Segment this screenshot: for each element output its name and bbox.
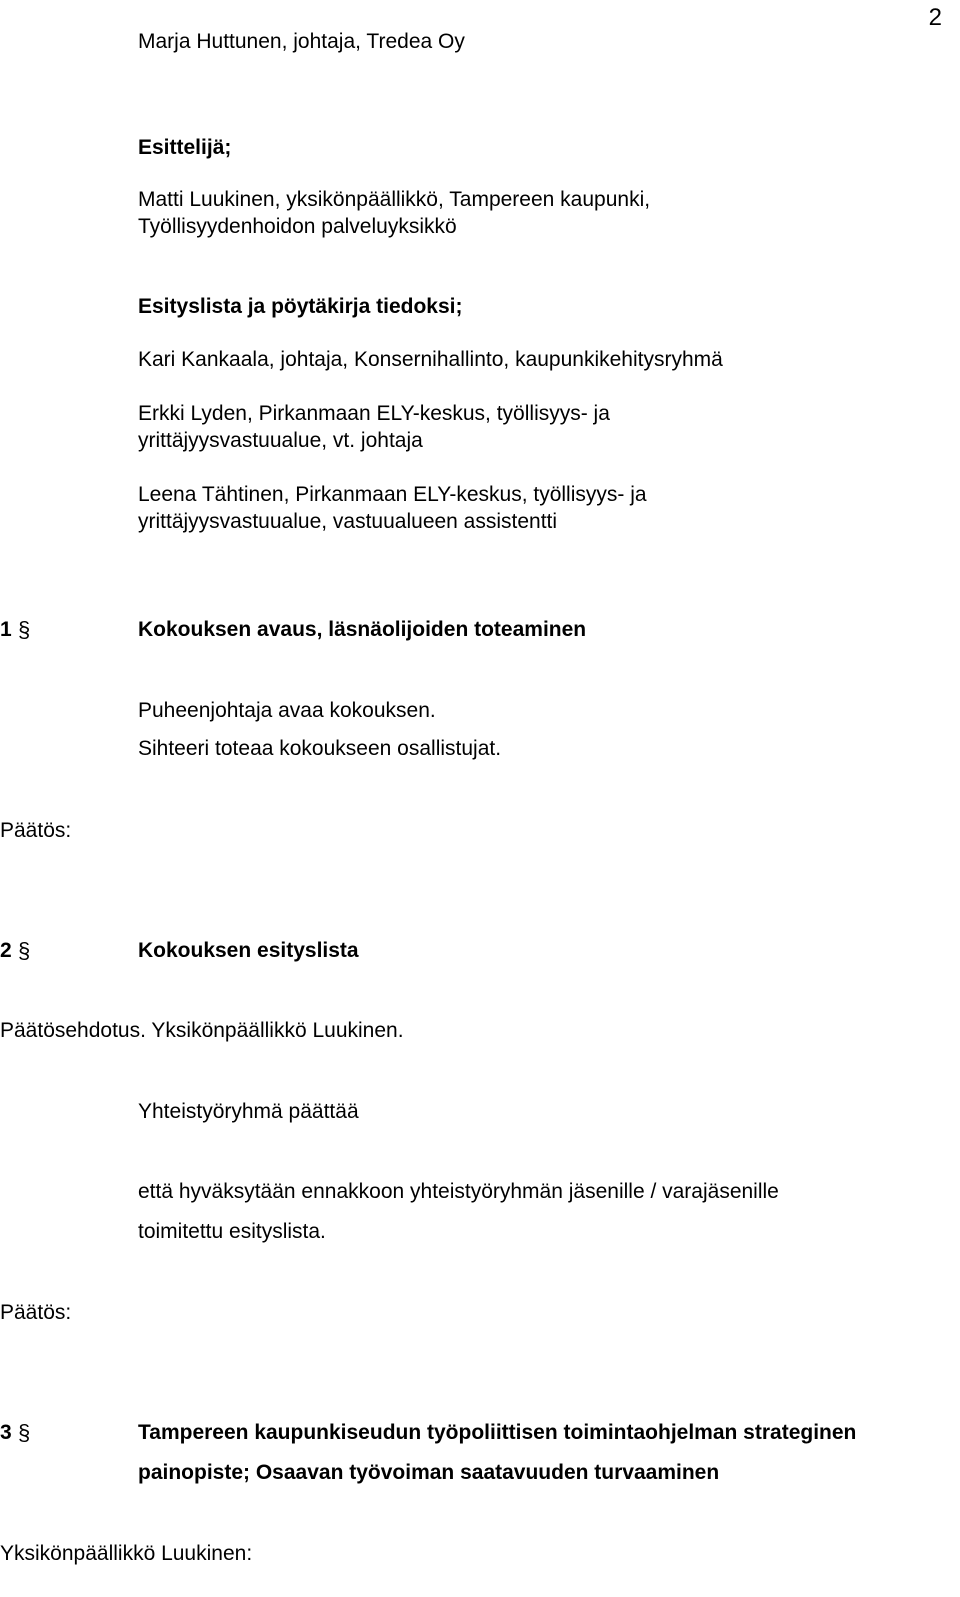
info-copies-heading: Esityslista ja pöytäkirja tiedoksi; (138, 295, 463, 318)
presenter-line-2: Työllisyydenhoidon palveluyksikkö (138, 215, 457, 238)
item-number: 1 (0, 618, 12, 641)
presenter-heading: Esittelijä; (138, 136, 232, 159)
presenter-line-1: Matti Luukinen, yksikönpäällikkö, Tampereen kaupunki, (138, 188, 651, 211)
item-1-text-1: Puheenjohtaja avaa kokouksen. (138, 699, 436, 722)
item-2-text-2-line-1: että hyväksytään ennakkoon yhteistyöryhmän jäsenille / varajäsenille (138, 1180, 779, 1203)
section-sign: § (18, 938, 31, 963)
item-2-text-1: Yhteistyöryhmä päättää (138, 1100, 359, 1123)
page-number: 2 (928, 4, 942, 31)
item-number: 3 (0, 1421, 12, 1444)
section-sign: § (18, 617, 31, 642)
item-number: 2 (0, 939, 12, 962)
item-1-decision: Päätös: (0, 819, 72, 842)
item-2-number (0, 938, 30, 964)
info-person-2-line-2: yrittäjyysvastuualue, vt. johtaja (138, 429, 423, 452)
item-3-title-line-1: Tampereen kaupunkiseudun työpoliittisen toimintaohjelman strateginen (138, 1421, 857, 1444)
item-1-title: Kokouksen avaus, läsnäolijoiden toteaminen (138, 618, 587, 641)
item-3-title-line-2: painopiste; Osaavan työvoiman saatavuuden turvaaminen (138, 1461, 720, 1484)
item-3-presenter: Yksikönpäällikkö Luukinen: (0, 1542, 253, 1565)
section-sign: § (18, 1420, 31, 1445)
item-2-title: Kokouksen esityslista (138, 939, 359, 962)
info-person-3-line-1: Leena Tähtinen, Pirkanmaan ELY-keskus, työllisyys- ja (138, 483, 647, 506)
item-1-number (0, 617, 30, 643)
info-person-1: Kari Kankaala, johtaja, Konsernihallinto, kaupunkikehitysryhmä (138, 348, 723, 371)
info-person-3-line-2: yrittäjyysvastuualue, vastuualueen assistentti (138, 510, 558, 533)
item-2-text-2-line-2: toimitettu esityslista. (138, 1220, 326, 1243)
attendee-line: Marja Huttunen, johtaja, Tredea Oy (138, 30, 465, 53)
item-2-proposal: Päätösehdotus. Yksikönpäällikkö Luukinen. (0, 1019, 404, 1042)
info-person-2-line-1: Erkki Lyden, Pirkanmaan ELY-keskus, työllisyys- ja (138, 402, 610, 425)
item-2-decision: Päätös: (0, 1301, 72, 1324)
item-3-number (0, 1420, 30, 1446)
item-1-text-2: Sihteeri toteaa kokoukseen osallistujat. (138, 737, 502, 760)
